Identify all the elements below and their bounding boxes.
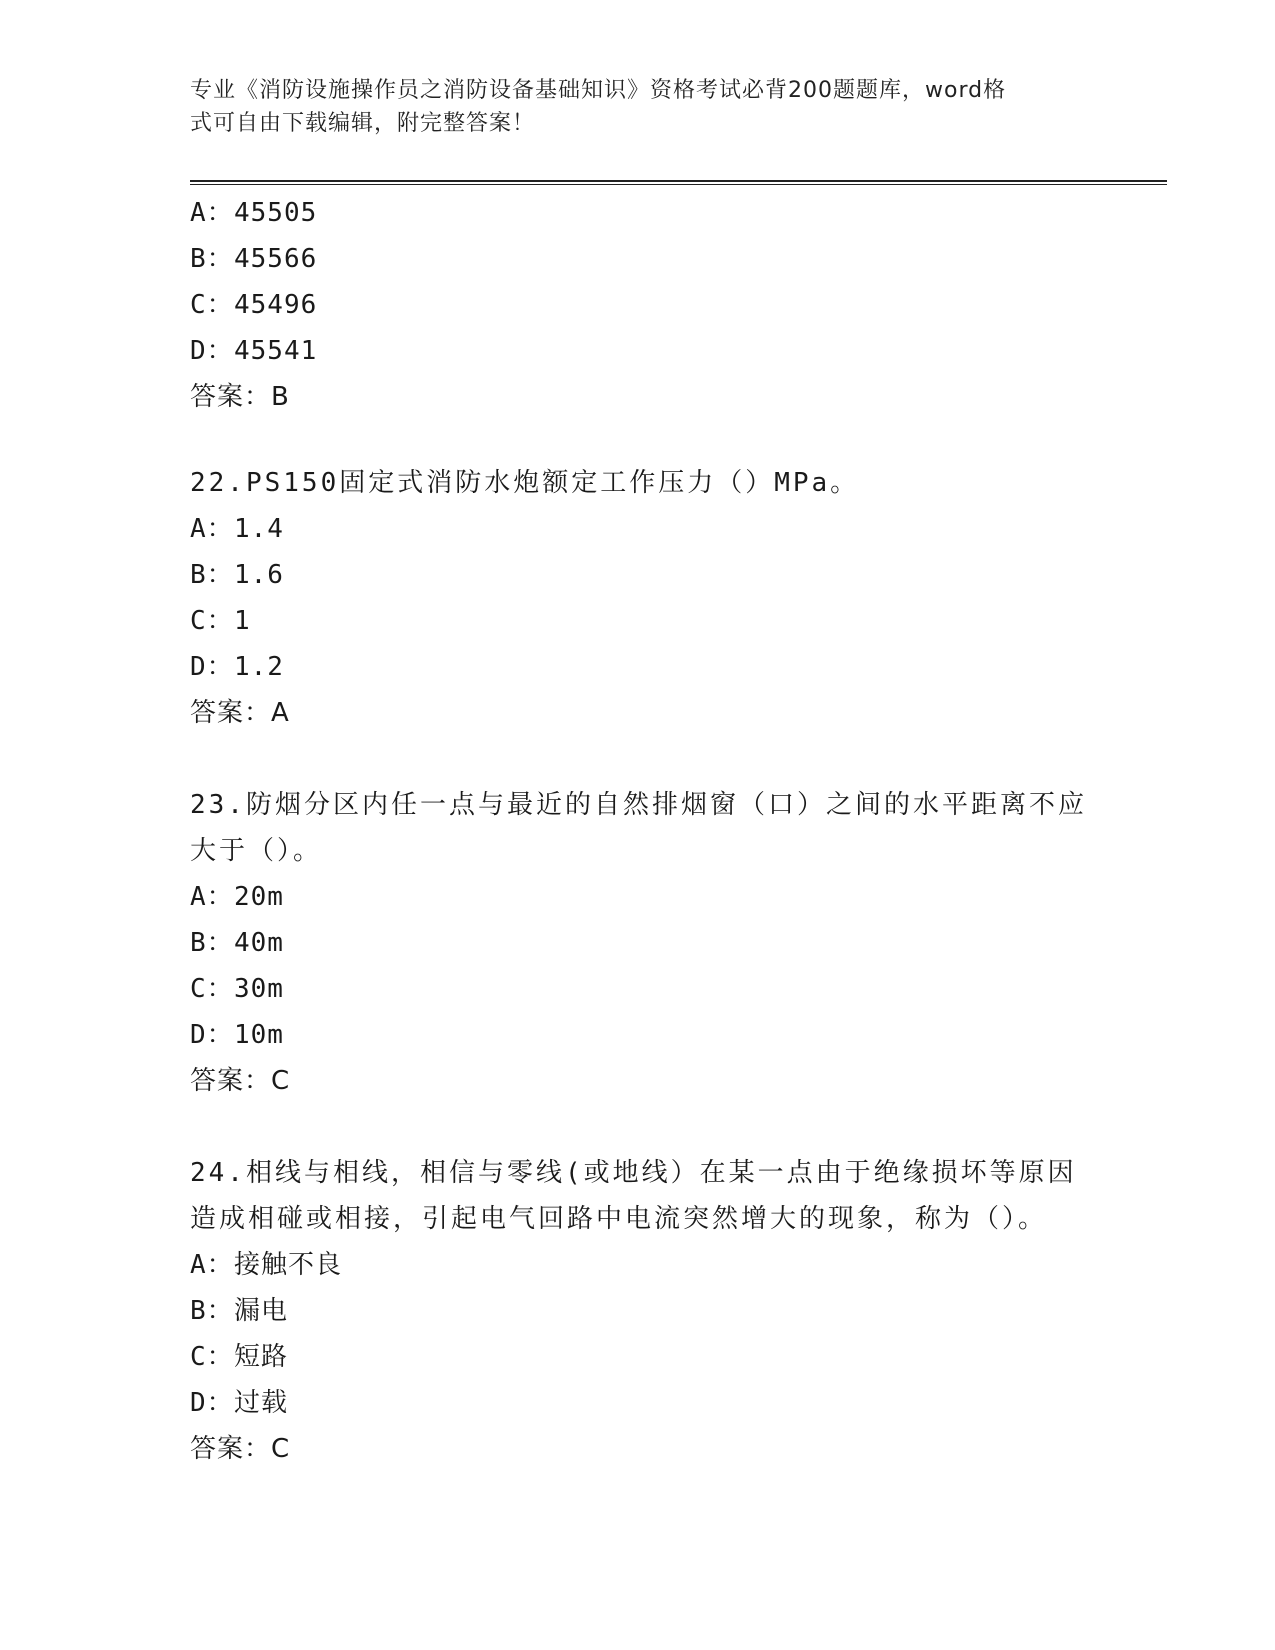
option-b: B：45566 (190, 244, 318, 274)
option-b: B：1.6 (190, 560, 284, 590)
answer: 答案：A (190, 698, 290, 728)
question-23 (190, 782, 1090, 1104)
question-22 (190, 460, 1090, 736)
header-line-1: 专业《消防设施操作员之消防设备基础知识》资格考试必背200题题库，word格 (190, 78, 1007, 103)
question-text: 22.PS150固定式消防水炮额定工作压力（）MPa。 (190, 468, 860, 498)
option-a: A：45505 (190, 198, 318, 228)
answer: 答案：C (190, 1066, 291, 1096)
document-header (190, 74, 1090, 140)
option-c: C：1 (190, 606, 251, 636)
option-b: B：漏电 (190, 1296, 289, 1326)
option-d: D：10m (190, 1020, 284, 1050)
option-c: C：30m (190, 974, 284, 1004)
question-24 (190, 1150, 1090, 1472)
option-a: A：1.4 (190, 514, 284, 544)
question-text-line-2: 大于（）。 (190, 836, 323, 866)
option-a: A：接触不良 (190, 1250, 343, 1280)
header-divider-thin (190, 184, 1167, 185)
option-c: C：短路 (190, 1342, 289, 1372)
option-d: D：1.2 (190, 652, 284, 682)
question-text-line-2: 造成相碰或相接，引起电气回路中电流突然增大的现象，称为（）。 (190, 1204, 1048, 1234)
option-c: C：45496 (190, 290, 318, 320)
option-b: B：40m (190, 928, 284, 958)
option-d: D：过载 (190, 1388, 289, 1418)
question-text-line-1: 23.防烟分区内任一点与最近的自然排烟窗（口）之间的水平距离不应 (190, 790, 1087, 820)
header-line-2: 式可自由下载编辑，附完整答案！ (190, 111, 536, 136)
option-a: A：20m (190, 882, 284, 912)
option-d: D：45541 (190, 336, 318, 366)
header-divider (190, 180, 1167, 182)
answer: 答案：C (190, 1434, 291, 1464)
answer: 答案：B (190, 382, 290, 412)
question-text-line-1: 24.相线与相线，相信与零线(或地线）在某一点由于绝缘损坏等原因 (190, 1158, 1077, 1188)
question-21 (190, 190, 1090, 420)
